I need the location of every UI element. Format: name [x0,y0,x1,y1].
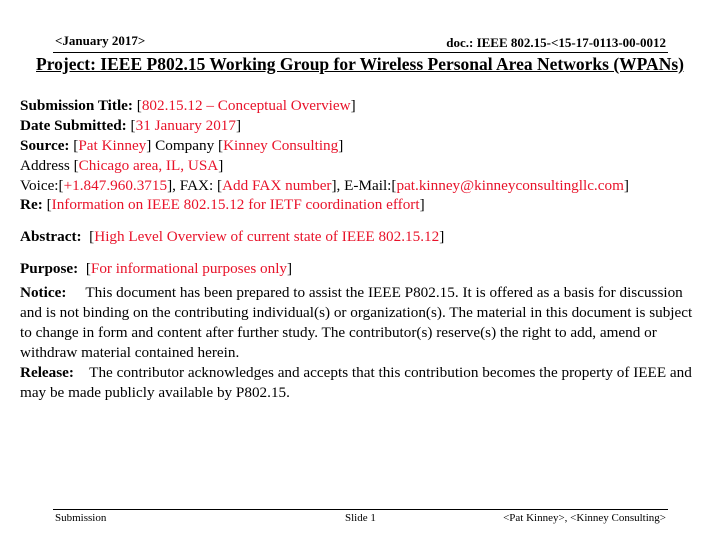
header-doc-id: doc.: IEEE 802.15-<15-17-0113-00-0012 [446,35,666,50]
re-value: Information on IEEE 802.15.12 for IETF coordination effort [51,196,420,213]
source-line: Source: [Pat Kinney] Company [Kinney Consulting] [20,137,344,154]
email-value: pat.kinney@kinneyconsultingllc.com [396,177,624,194]
fax-label: FAX: [179,177,214,194]
release-text: The contributor acknowledges and accepts that this contribution becomes the property of IEEE and may be made publicly available by P802.15. [20,364,692,401]
submission-title-label: Submission Title: [20,97,133,114]
submission-block [20,96,706,196]
address-value: Chicago area, IL, USA [78,157,219,174]
abstract-line: Abstract: [High Level Overview of current state of IEEE 802.15.12] [20,228,445,245]
contact-line: Voice:[+1.847.960.3715], FAX: [Add FAX number], E-Mail:[pat.kinney@kinneyconsultingllc.com] [20,177,629,194]
notice-label: Notice: [20,284,67,301]
voice-value: +1.847.960.3715 [63,177,168,194]
release-label: Release: [20,364,74,381]
voice-label: Voice: [20,177,59,194]
email-label: E-Mail: [344,177,392,194]
footer-rule [53,509,668,510]
purpose-line: Purpose: [For informational purposes only] [20,260,293,277]
footer-slide-number: Slide 1 [345,512,376,524]
purpose-label: Purpose: [20,260,79,277]
submission-title-value: 802.15.12 – Conceptual Overview [141,97,351,114]
notice-paragraph [20,283,706,363]
re-label: Re: [20,196,43,213]
source-name: Pat Kinney [78,137,147,154]
notice-text: This document has been prepared to assist the IEEE P802.15. It is offered as a basis for discussion and is not binding on the contributing individual(s) or organization(s). The material in this document is subject to change in form and content after further study. The contributor(s) reserve(s) the right to add, amend or withdraw material contained herein. [20,284,693,361]
release-paragraph [20,363,706,403]
address-label: Address [20,157,70,174]
source-label: Source: [20,137,70,154]
header-date: <January 2017> [55,33,146,48]
date-submitted-value: 31 January 2017 [135,117,236,134]
submission-title-line: Submission Title: [802.15.12 – Conceptual Overview] [20,97,356,114]
footer-author: <Pat Kinney>, <Kinney Consulting> [503,512,666,524]
header-rule [53,52,668,53]
date-submitted-line: Date Submitted: [31 January 2017] [20,117,242,134]
re-line: Re: [Information on IEEE 802.15.12 for IETF coordination effort] [20,196,425,213]
fax-value: Add FAX number [222,177,332,194]
purpose-value: For informational purposes only [90,260,288,277]
company-label: Company [155,137,215,154]
notice-block [20,283,706,403]
abstract-value: High Level Overview of current state of IEEE 802.15.12 [94,228,440,245]
footer-submission: Submission [55,512,107,524]
company-value: Kinney Consulting [223,137,339,154]
address-line: Address [Chicago area, IL, USA] [20,157,224,174]
date-submitted-label: Date Submitted: [20,117,127,134]
abstract-label: Abstract: [20,228,82,245]
page-title: Project: IEEE P802.15 Working Group for Wireless Personal Area Networks (WPANs) [36,54,684,74]
